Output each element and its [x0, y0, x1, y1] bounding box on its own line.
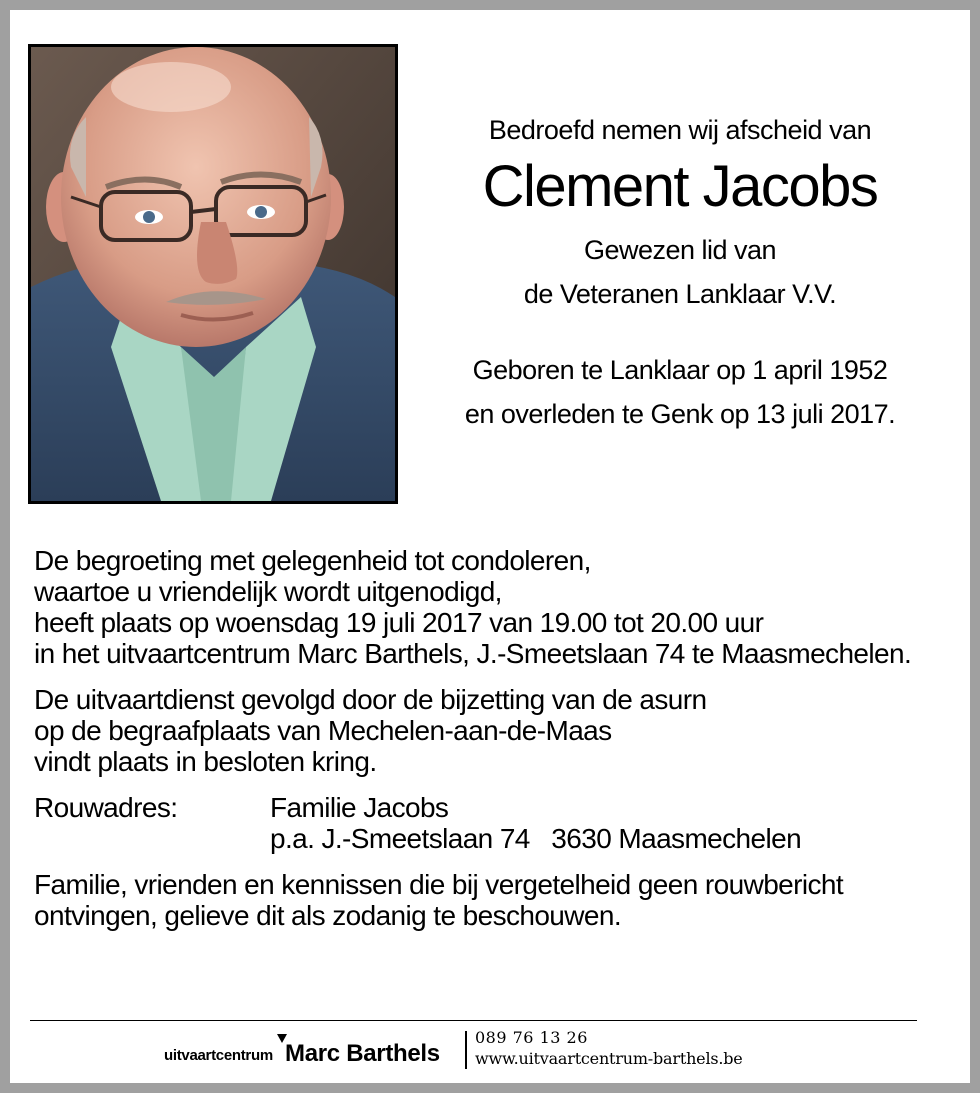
service-line: De uitvaartdienst gevolgd door de bijzetting van de asurn: [34, 684, 707, 715]
condolence-line: De begroeting met gelegenheid tot condoleren,: [34, 545, 591, 576]
notice-line: Familie, vrienden en kennissen die bij vergetelheid geen rouwbericht: [34, 869, 844, 900]
address-line-2: p.a. J.-Smeetslaan 74 3630 Maasmechelen: [270, 823, 802, 854]
life-dates: [415, 348, 945, 436]
deceased-name: Clement Jacobs: [482, 154, 878, 219]
birth-line: Geboren te Lanklaar op 1 april 1952: [472, 355, 888, 385]
announcement-body: [34, 545, 954, 946]
death-line: en overleden te Genk op 13 juli 2017.: [464, 399, 896, 429]
service-line: op de begraafplaats van Mechelen-aan-de-Maas: [34, 715, 612, 746]
website-link[interactable]: www.uitvaartcentrum-barthels.be: [475, 1049, 743, 1068]
footer-separator: [465, 1031, 467, 1069]
condolence-line: waartoe u vriendelijk wordt uitgenodigd,: [34, 576, 502, 607]
condolence-line: heeft plaats op woensdag 19 juli 2017 van 19.00 tot 20.00 uur: [34, 607, 764, 638]
address-line-1: Familie Jacobs: [270, 792, 449, 823]
membership: [415, 228, 945, 316]
address-block: [34, 792, 954, 854]
service-paragraph: [34, 684, 954, 777]
condolence-paragraph: [34, 545, 954, 669]
notice-paragraph: [34, 869, 954, 931]
brand-name: Marc Barthels: [285, 1040, 440, 1067]
funeral-home-footer: [164, 1028, 784, 1078]
intro-line: Bedroefd nemen wij afscheid van: [488, 115, 872, 145]
footer-divider: [30, 1020, 917, 1021]
address-label: Rouwadres:: [34, 792, 178, 823]
membership-line-2: de Veteranen Lanklaar V.V.: [523, 279, 837, 309]
condolence-line: in het uitvaartcentrum Marc Barthels, J.-Smeetslaan 74 te Maasmechelen.: [34, 638, 912, 669]
membership-line-1: Gewezen lid van: [583, 235, 777, 265]
phone-number: 089 76 13 26: [475, 1028, 588, 1047]
service-line: vindt plaats in besloten kring.: [34, 746, 377, 777]
brand-prefix: uitvaartcentrum: [164, 1047, 273, 1064]
announcement-header: [415, 112, 945, 436]
portrait-photo: [28, 44, 398, 504]
notice-line: ontvingen, gelieve dit als zodanig te beschouwen.: [34, 900, 622, 931]
